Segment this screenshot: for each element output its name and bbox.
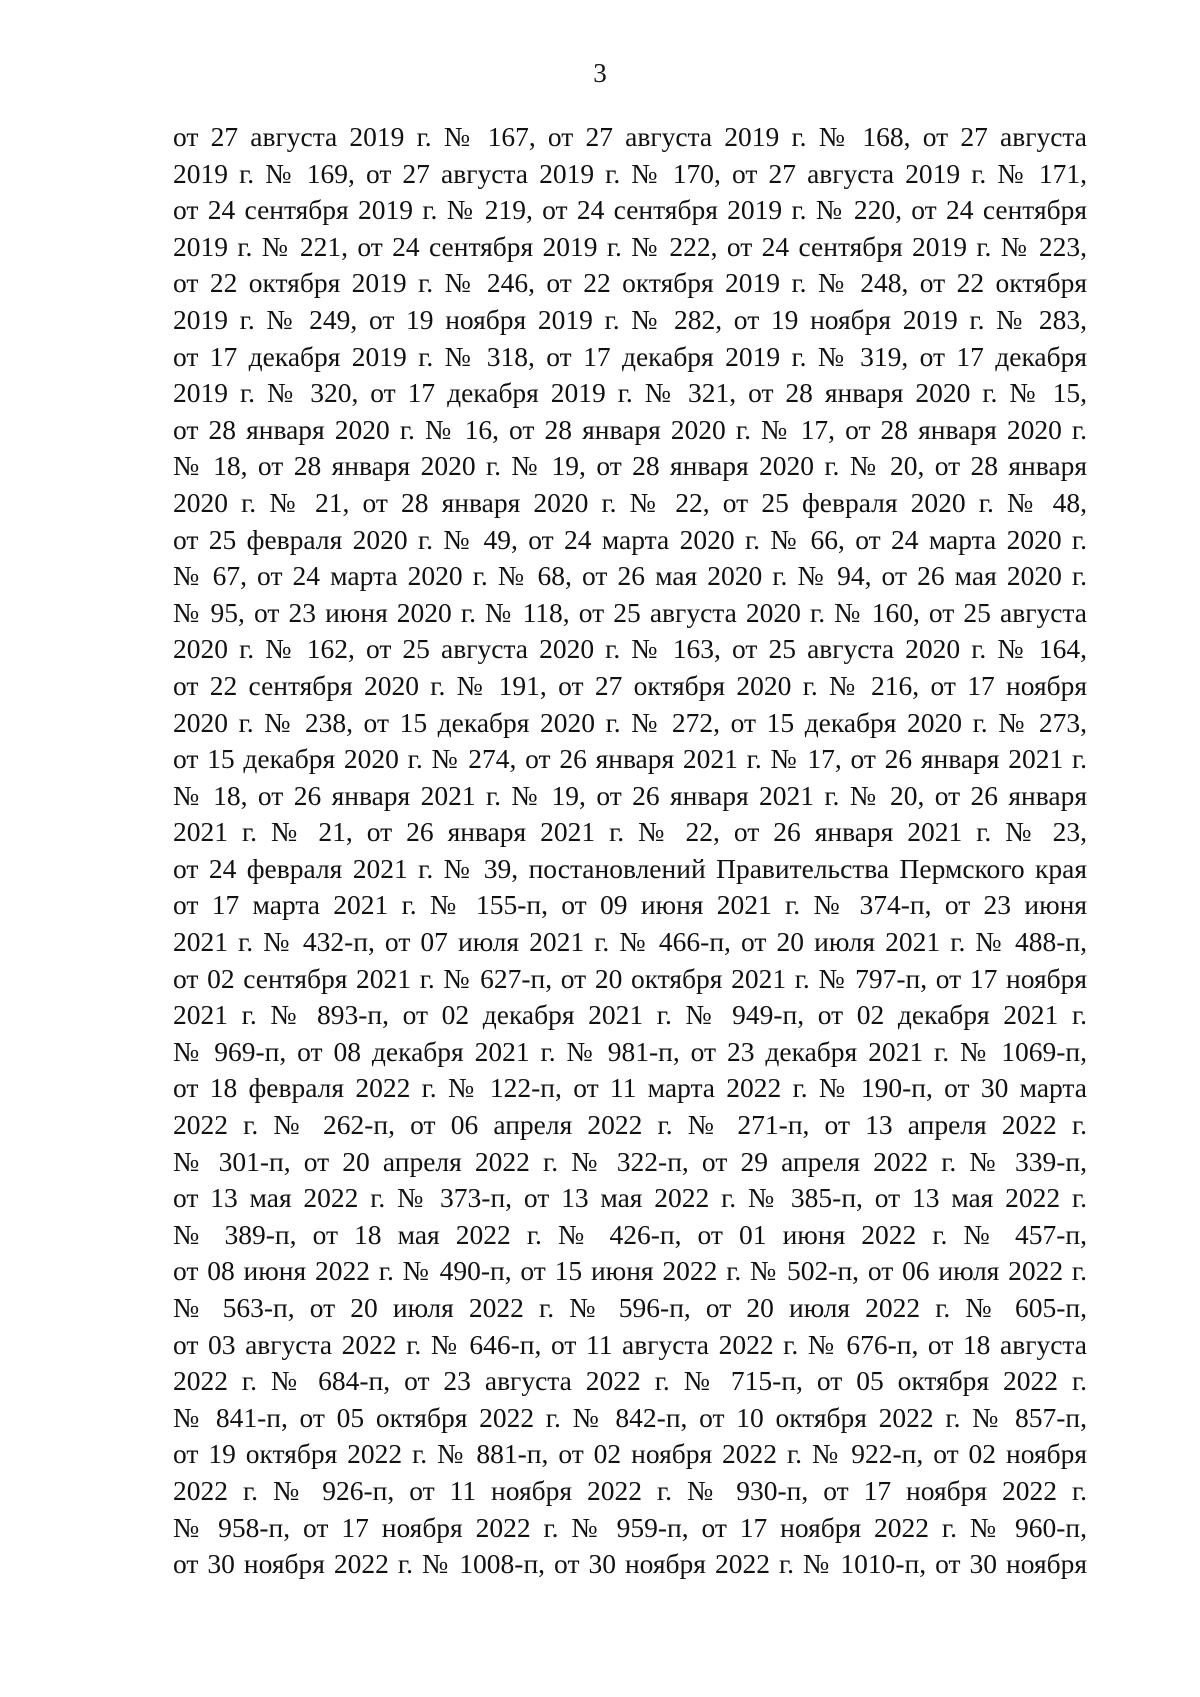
text-line: 2020 г. № 21, от 28 января 2020 г. № 22, от 25 февраля 2020 г. № 48, [173, 486, 1087, 518]
text-line: № 301-п, от 20 апреля 2022 г. № 322-п, от 29 апреля 2022 г. № 339-п, [173, 1145, 1087, 1177]
text-line: от 08 июня 2022 г. № 490-п, от 15 июня 2022 г. № 502-п, от 06 июля 2022 г. [173, 1255, 1087, 1287]
text-line: № 67, от 24 марта 2020 г. № 68, от 26 мая 2020 г. № 94, от 26 мая 2020 г. [173, 560, 1087, 592]
text-line: от 22 сентября 2020 г. № 191, от 27 октября 2020 г. № 216, от 17 ноября [173, 669, 1087, 701]
body-text [173, 119, 1087, 1583]
text-line: 2021 г. № 21, от 26 января 2021 г. № 22, от 26 января 2021 г. № 23, [173, 816, 1087, 848]
text-line: от 15 декабря 2020 г. № 274, от 26 января 2021 г. № 17, от 26 января 2021 г. [173, 743, 1087, 775]
text-line: от 24 февраля 2021 г. № 39, постановлений Правительства Пермского края [173, 852, 1087, 884]
text-line: от 17 марта 2021 г. № 155-п, от 09 июня 2021 г. № 374-п, от 23 июня [173, 889, 1087, 921]
text-line: 2019 г. № 169, от 27 августа 2019 г. № 170, от 27 августа 2019 г. № 171, [173, 157, 1087, 189]
text-line: от 28 января 2020 г. № 16, от 28 января 2020 г. № 17, от 28 января 2020 г. [173, 413, 1087, 445]
text-line: № 563-п, от 20 июля 2022 г. № 596-п, от 20 июля 2022 г. № 605-п, [173, 1292, 1087, 1323]
text-line: 2020 г. № 238, от 15 декабря 2020 г. № 272, от 15 декабря 2020 г. № 273, [173, 706, 1087, 738]
text-line: 2021 г. № 893-п, от 02 декабря 2021 г. № 949-п, от 02 декабря 2021 г. [173, 999, 1087, 1031]
text-line: 2022 г. № 926-п, от 11 ноября 2022 г. № 930-п, от 17 ноября 2022 г. [173, 1474, 1087, 1506]
text-line: от 19 октября 2022 г. № 881-п, от 02 ноября 2022 г. № 922-п, от 02 ноября [173, 1438, 1087, 1470]
text-line: от 17 декабря 2019 г. № 318, от 17 декабря 2019 г. № 319, от 17 декабря [173, 340, 1087, 372]
text-line: 2019 г. № 249, от 19 ноября 2019 г. № 282, от 19 ноября 2019 г. № 283, [173, 303, 1087, 335]
text-line: 2022 г. № 684-п, от 23 августа 2022 г. № 715-п, от 05 октября 2022 г. [173, 1365, 1087, 1397]
text-line: от 25 февраля 2020 г. № 49, от 24 марта 2020 г. № 66, от 24 марта 2020 г. [173, 523, 1087, 555]
text-line: от 13 мая 2022 г. № 373-п, от 13 мая 2022 г. № 385-п, от 13 мая 2022 г. [173, 1182, 1087, 1214]
text-line: № 18, от 28 января 2020 г. № 19, от 28 января 2020 г. № 20, от 28 января [173, 450, 1087, 482]
text-line: от 30 ноября 2022 г. № 1008-п, от 30 ноября 2022 г. № 1010-п, от 30 ноября [173, 1548, 1087, 1580]
text-line: от 03 августа 2022 г. № 646-п, от 11 августа 2022 г. № 676-п, от 18 августа [173, 1328, 1087, 1360]
text-line: № 389-п, от 18 мая 2022 г. № 426-п, от 01 июня 2022 г. № 457-п, [173, 1218, 1087, 1250]
text-line: от 24 сентября 2019 г. № 219, от 24 сентября 2019 г. № 220, от 24 сентября [173, 194, 1087, 226]
text-line: № 841-п, от 05 октября 2022 г. № 842-п, от 10 октября 2022 г. № 857-п, [173, 1401, 1087, 1433]
text-line: 2022 г. № 262-п, от 06 апреля 2022 г. № 271-п, от 13 апреля 2022 г. [173, 1109, 1087, 1141]
text-line: 2021 г. № 432-п, от 07 июля 2021 г. № 466-п, от 20 июля 2021 г. № 488-п, [173, 926, 1087, 958]
text-line: 2019 г. № 320, от 17 декабря 2019 г. № 321, от 28 января 2020 г. № 15, [173, 377, 1087, 409]
text-line: № 18, от 26 января 2021 г. № 19, от 26 января 2021 г. № 20, от 26 января [173, 779, 1087, 811]
text-line: № 969-п, от 08 декабря 2021 г. № 981-п, от 23 декабря 2021 г. № 1069-п, [173, 1035, 1087, 1067]
text-line: № 95, от 23 июня 2020 г. № 118, от 25 августа 2020 г. № 160, от 25 августа [173, 596, 1087, 628]
text-line: от 02 сентября 2021 г. № 627-п, от 20 октября 2021 г. № 797-п, от 17 ноября [173, 962, 1087, 994]
text-line: 2019 г. № 221, от 24 сентября 2019 г. № 222, от 24 сентября 2019 г. № 223, [173, 230, 1087, 262]
page-number: 3 [593, 58, 607, 88]
text-line: № 958-п, от 17 ноября 2022 г. № 959-п, от 17 ноября 2022 г. № 960-п, [173, 1511, 1087, 1543]
text-line: от 18 февраля 2022 г. № 122-п, от 11 марта 2022 г. № 190-п, от 30 марта [173, 1072, 1087, 1104]
text-line: от 22 октября 2019 г. № 246, от 22 октября 2019 г. № 248, от 22 октября [173, 267, 1087, 299]
text-line: 2020 г. № 162, от 25 августа 2020 г. № 163, от 25 августа 2020 г. № 164, [173, 633, 1087, 665]
text-line: от 27 августа 2019 г. № 167, от 27 августа 2019 г. № 168, от 27 августа [173, 121, 1087, 152]
